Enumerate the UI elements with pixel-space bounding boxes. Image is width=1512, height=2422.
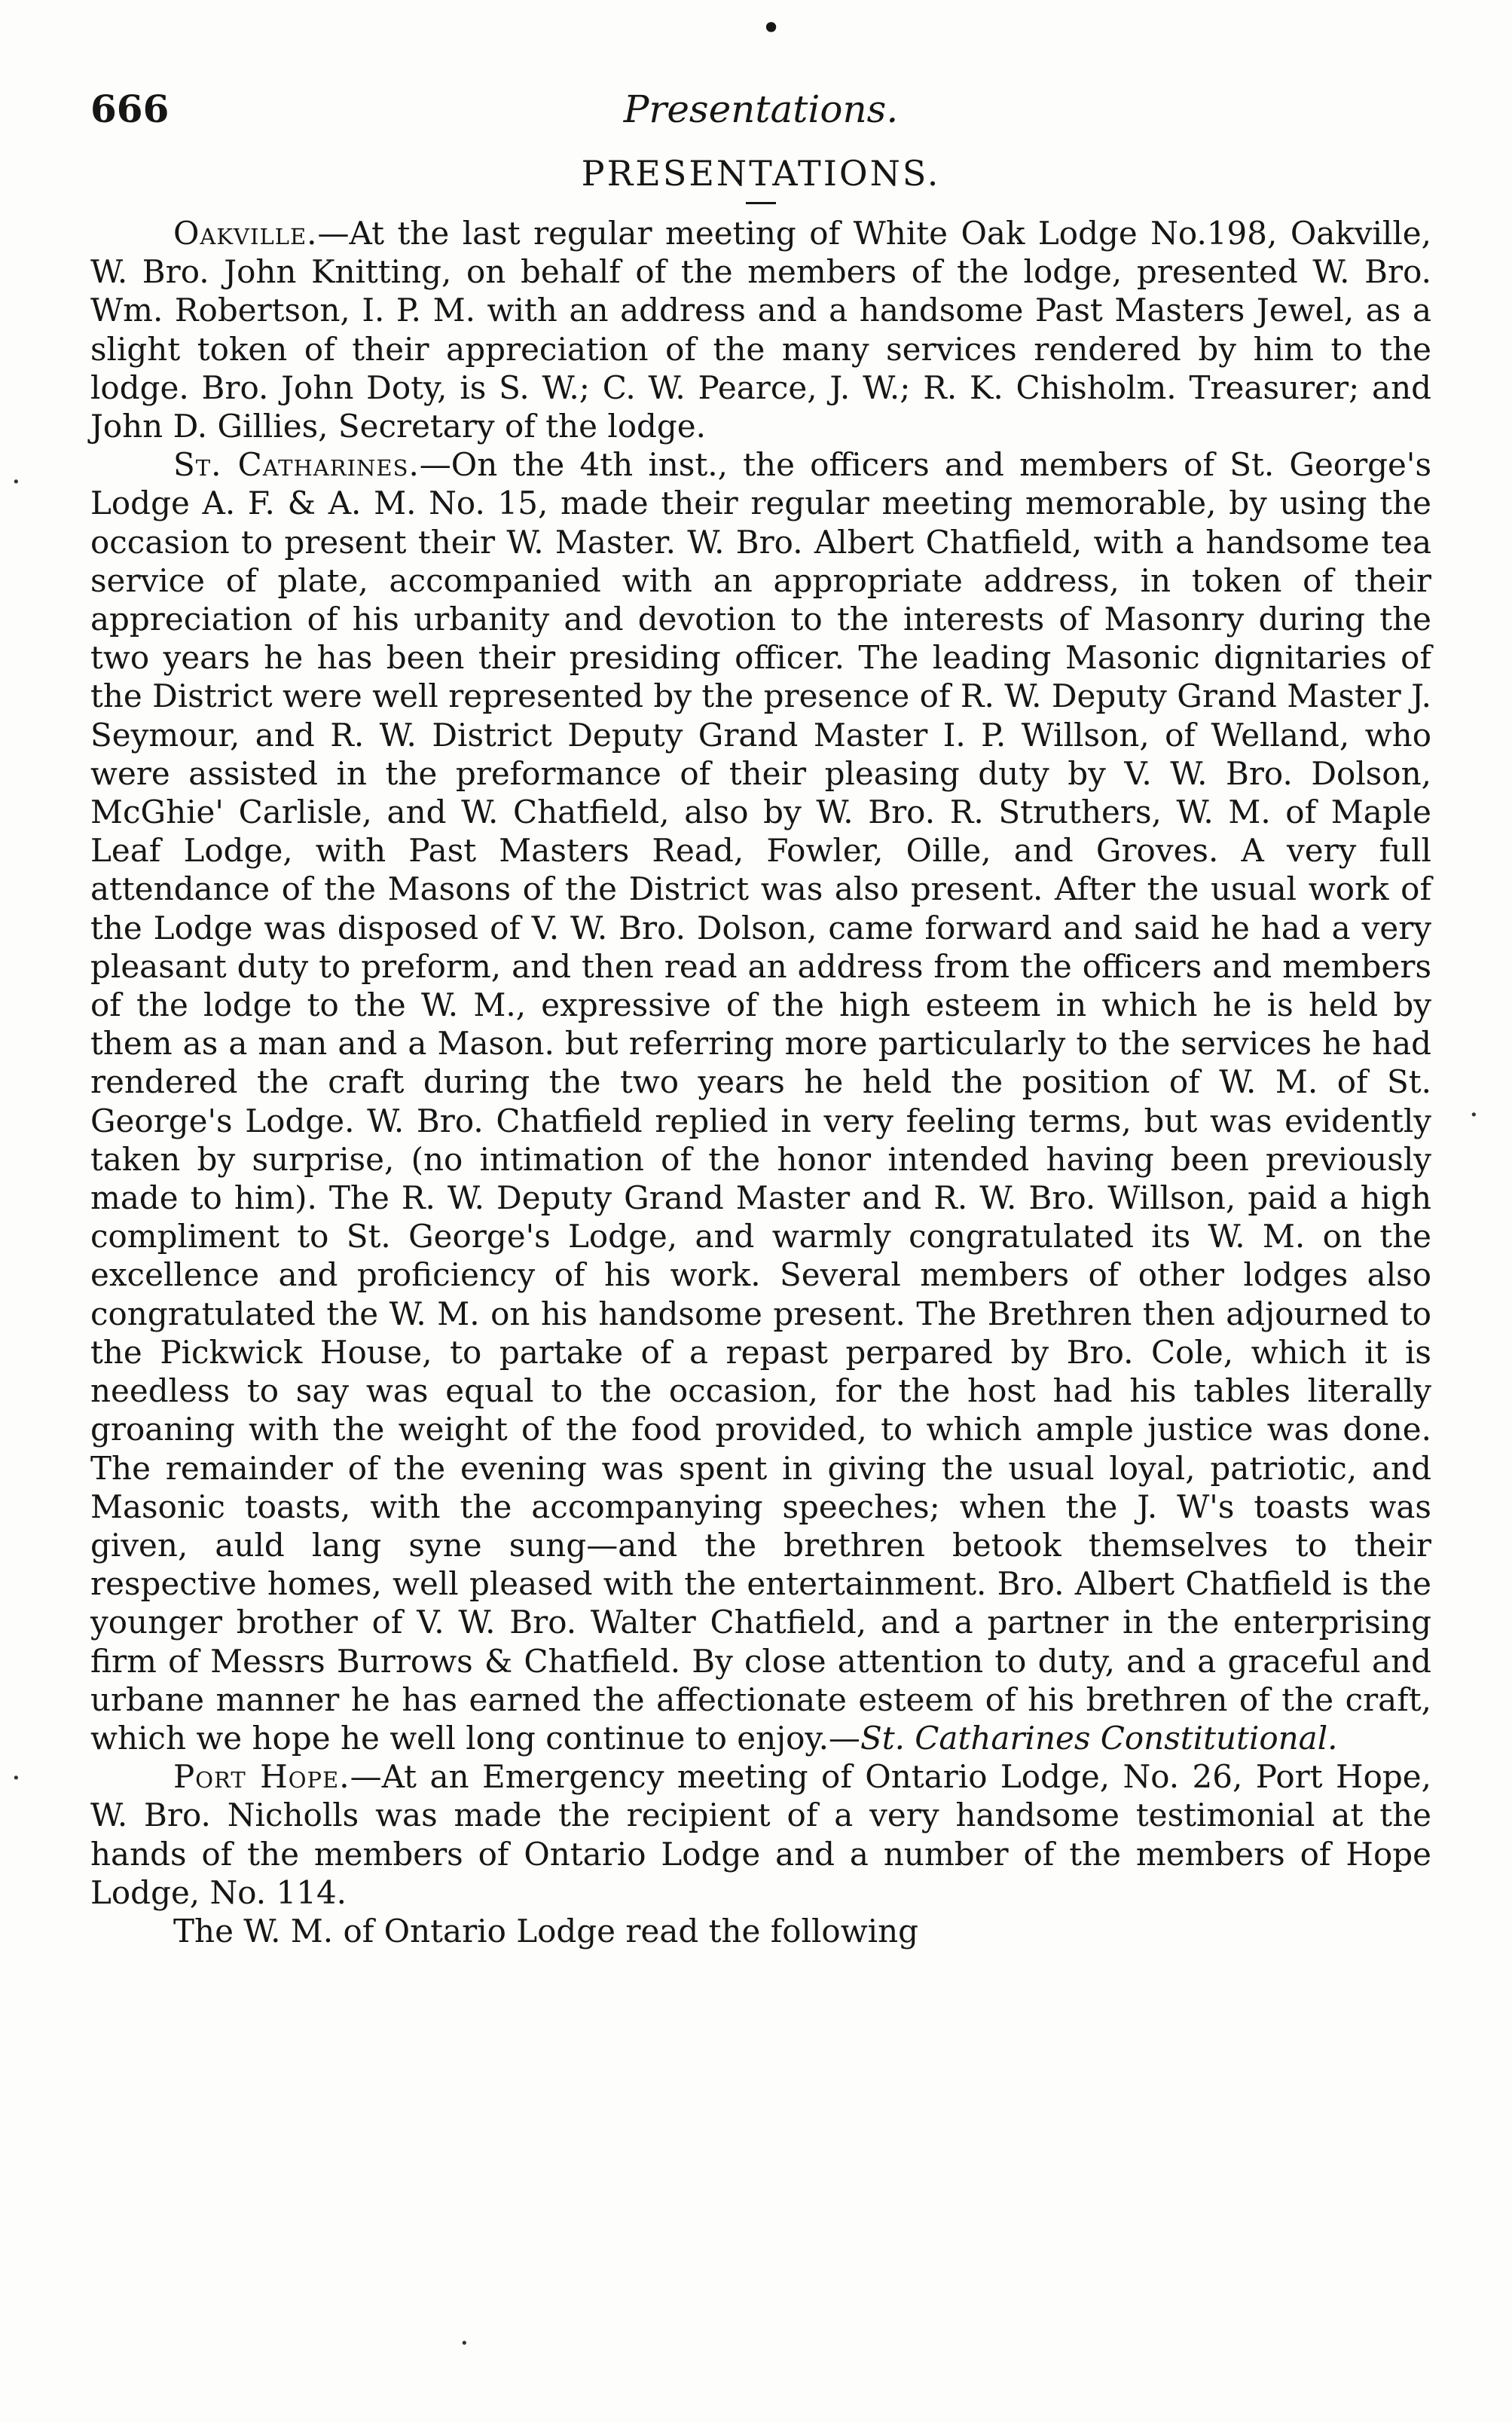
place-name: Port Hope. — [173, 1758, 350, 1796]
section-title: PRESENTATIONS. — [581, 153, 941, 194]
running-title: Presentations. — [623, 87, 899, 131]
paragraph-port-hope — [90, 1757, 1431, 1912]
top-dot-mark: • — [761, 8, 782, 48]
document-page — [11, 0, 1479, 2422]
paragraph-text: —At the last regular meeting of White Oak Lodge No.198, Oakville, W. Bro. John Knitting, on behalf of the members of the lodge, presented W. Bro. Wm. Robertson, I. P. M. with an address and a handsome Past Masters Jewel, as a slight token of their appreciation of the many services rendered by him to the lodge. Bro. John Doty, is S. W.; C. W. Pearce, J. W.; R. K. Chisholm. Treasurer; and John D. Gillies, Secretary of the lodge. — [90, 215, 1431, 445]
paragraph-st-catharines — [90, 445, 1431, 1757]
margin-mark: · — [1469, 1098, 1479, 1133]
paragraph-text: —At an Emergency meeting of Ontario Lodge, No. 26, Port Hope, W. Bro. Nicholls was made the recipient of a very handsome testimonial at the hands of the members of Ontario Lodge and a number of the members of Hope Lodge, No. 114. — [90, 1758, 1431, 1911]
paragraph-text: The W. M. of Ontario Lodge read the following — [173, 1912, 919, 1950]
body-text — [90, 214, 1431, 1950]
page-number: 666 — [90, 87, 170, 131]
margin-mark: · — [460, 2326, 469, 2361]
paragraph-closing — [90, 1912, 1431, 1950]
margin-mark: · — [11, 465, 21, 500]
paragraph-text: —On the 4th inst., the officers and members of St. George's Lodge A. F. & A. M. No. 15, made their regular meeting memorable, by using the occasion to present their W. Master. W. Bro. Albert Chatfield, with a handsome tea service of plate, accompanied with an appropriate address, in token of their appreciation of his urbanity and devotion to the interests of Masonry during the two years he has been their presiding officer. The leading Masonic dignitaries of the District were well represented by the presence of R. W. Deputy Grand Master J. Seymour, and R. W. District Deputy Grand Master I. P. Willson, of Welland, who were assisted in the preformance of their pleasing duty by V. W. Bro. Dolson, McGhie' Carlisle, and W. Chatfield, also by W. Bro. R. Struthers, W. M. of Maple Leaf Lodge, with Past Masters Read, Fowler, Oille, and Groves. A very full attendance of the Masons of the District was also present. After the usual work of the Lodge was disposed of V. W. Bro. Dolson, came forward and said he had a very pleasant duty to preform, and then read an address from the officers and members of the lodge to the W. M., expressive of the high esteem in which he is held by them as a man and a Mason. but referring more particularly to the services he had rendered the craft during the two years he held the position of W. M. of St. George's Lodge. W. Bro. Chatfield replied in very feeling terms, but was evidently taken by surprise, (no intimation of the honor intended having been previously made to him). The R. W. Deputy Grand Master and R. W. Bro. Willson, paid a high compliment to St. George's Lodge, and warmly congratulated its W. M. on the excellence and proficiency of his work. Several members of other lodges also congratulated the W. M. on his handsome present. The Brethren then adjourned to the Pickwick House, to partake of a repast perpared by Bro. Cole, which it is needless to say was equal to the occasion, for the host had his tables literally groaning with the weight of the food provided, to which ample justice was done. The remainder of the evening was spent in giving the usual loyal, patriotic, and Masonic toasts, with the accompanying speeches; when the J. W's toasts was given, auld lang syne sung—and the brethren betook themselves to their respective homes, well pleased with the entertainment. Bro. Albert Chatfield is the younger brother of V. W. Bro. Walter Chatfield, and a partner in the enterprising firm of Messrs Burrows & Chatfield. By close attention to duty, and a graceful and urbane manner he has earned the affectionate esteem of his brethren of the craft, which we hope he well long continue to enjoy.— — [90, 446, 1432, 1757]
place-name: St. Catharines. — [173, 446, 420, 484]
place-name: Oakville. — [173, 215, 318, 252]
margin-mark: · — [11, 1761, 21, 1796]
title-rule — [746, 202, 776, 204]
source-citation: St. Catharines Constitutional. — [860, 1719, 1338, 1757]
paragraph-oakville — [90, 214, 1431, 445]
running-head — [90, 83, 1431, 136]
